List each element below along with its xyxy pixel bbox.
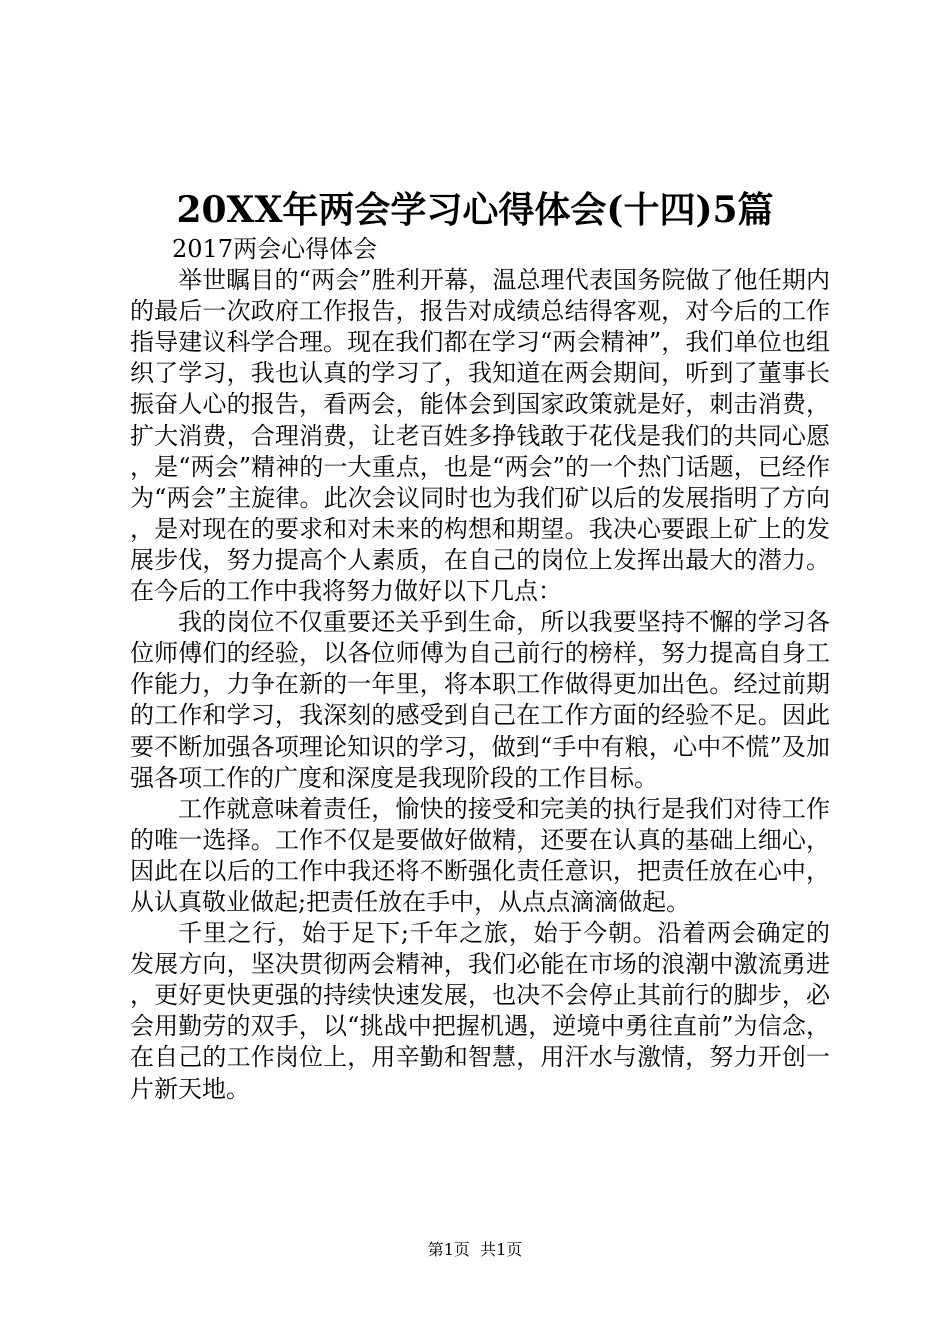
- paragraph-3: 工作就意味着责任，愉快的接受和完美的执行是我们对待工作的唯一选择。工作不仅是要做好做精，还要在认真的基础上细心，因此在以后的工作中我还将不断强化责任意识，把责任放在心中，从认真敬业做起;把责任放在手中，从点点滴滴做起。: [130, 794, 830, 916]
- document-title: 20XX年两会学习心得体会(十四)5篇: [176, 189, 774, 231]
- paragraph-1: 举世瞩目的“两会”胜利开幕，温总理代表国务院做了他任期内的最后一次政府工作报告，报告对成绩总结得客观，对今后的工作指导建议科学合理。现在我们都在学习“两会精神”，我们单位也组织了学习，我也认真的学习了，我知道在两会期间，听到了董事长振奋人心的报告，看两会，能体会到国家政策就是好，刺击消费，扩大消费，合理消费，让老百姓多挣钱敢于花伐是我们的共同心愿，是“两会”精神的一大重点，也是“两会”的一个热门话题，已经作为“两会”主旋律。此次会议同时也为我们矿以后的发展指明了方向，是对现在的要求和对未来的构想和期望。我决心要跟上矿上的发展步伐，努力提高个人素质，在自己的岗位上发挥出最大的潜力。在今后的工作中我将努力做好以下几点：: [130, 266, 830, 606]
- page-number-footer: 第1页 共1页: [427, 1240, 523, 1259]
- paragraph-2: 我的岗位不仅重要还关乎到生命，所以我要坚持不懈的学习各位师傅们的经验，以各位师傅为自己前行的榜样，努力提高自身工作能力，力争在新的一年里，将本职工作做得更加出色。经过前期的工作和学习，我深刻的感受到自己在工作方面的经验不足。因此要不断加强各项理论知识的学习，做到“手中有粮，心中不慌”及加强各项工作的广度和深度是我现阶段的工作目标。: [130, 608, 830, 792]
- paragraph-4: 千里之行，始于足下;千年之旅，始于今朝。沿着两会确定的发展方向，坚决贯彻两会精神，我们必能在市场的浪潮中激流勇进，更好更快更强的持续快速发展，也决不会停止其前行的脚步，必会用勤劳的双手，以“挑战中把握机遇，逆境中勇往直前”为信念，在自己的工作岗位上，用辛勤和智慧，用汗水与激情，努力开创一片新天地。: [130, 919, 830, 1103]
- document-subtitle: 2017两会心得体会: [172, 235, 378, 263]
- document-body: [130, 234, 830, 1105]
